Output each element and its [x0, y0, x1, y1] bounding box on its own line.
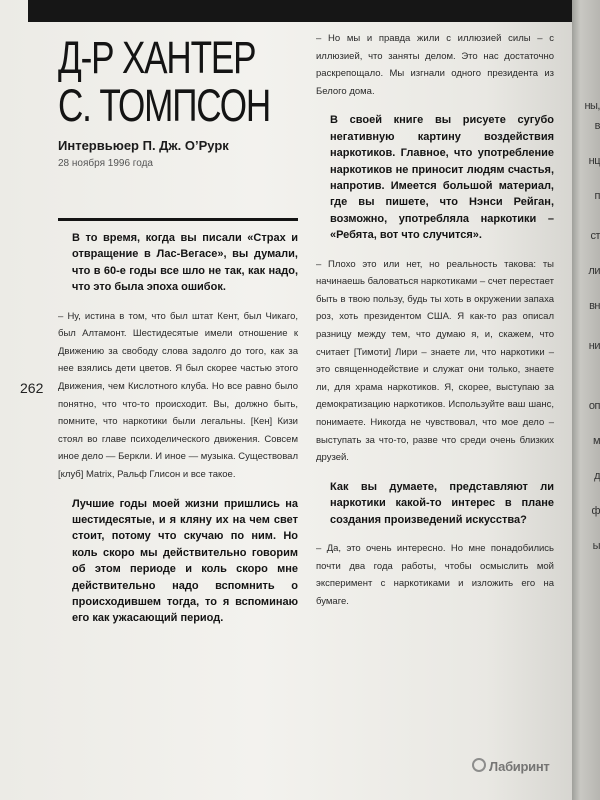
next-page-fragment: ны,: [584, 100, 600, 112]
question-paragraph: В то время, когда вы писали «Страх и отвращение в Лас-Вегасе», вы думали, что в 60-е годы все шло не так, как надо, что это была эпоха ошибок.: [72, 232, 298, 294]
title-rule: [58, 218, 298, 221]
watermark-text: Лабиринт: [489, 759, 550, 774]
next-page-fragment: нц: [588, 155, 600, 167]
answer-paragraph: – Но мы и правда жили с иллюзией силы – с иллюзией, что заняты делом. Это нас достаточно раскрепощало. Мы изгнали одного президента из Белого дома.: [316, 33, 554, 97]
right-column: [316, 30, 554, 622]
labyrinth-logo-icon: [472, 758, 486, 772]
page-number: 262: [20, 380, 44, 396]
next-page-fragment: ст: [590, 230, 600, 242]
next-page-fragment: оп: [588, 400, 600, 412]
question-paragraph: Лучшие годы моей жизни пришлись на шестидесятые, и я кляну их на чем свет стоит, потому что скучаю по ним. Но коль скоро мы действительно говорим об этом периоде и коль скоро мне действительно надо вспомнить о происходившем тогда, то я вспоминаю его как ужасающий период.: [72, 497, 298, 625]
question-paragraph: Как вы думаете, представляют ли наркотики какой-то интерес в плане создания произведений искусства?: [330, 480, 554, 526]
question-paragraph: В своей книге вы рисуете сугубо негативную картину воздействия наркотиков. Главное, что употребление наркотиков не приносит людям счастья, напротив. Имеется большой материал, где вы пишете, что Нэнси Рейган, возможно, употребляла наркотики – «Ребята, вот что случится».: [330, 114, 554, 242]
next-page-fragment: ли: [588, 265, 600, 277]
next-page-fragment: ы: [592, 540, 600, 552]
left-column: [58, 230, 298, 639]
adjacent-page-edge: [572, 0, 600, 800]
next-page-fragment: в: [594, 120, 600, 132]
answer-paragraph: – Плохо это или нет, но реальность такова: ты начинаешь баловаться наркотиками – счет перестает быть в твою пользу, будь ты хоть в окружении запаха роз, хоть президентом США. Я как-то раз описал разницу между тем, что думаю я, и, скажем, что считает [Тимоти] Лири – знаете ли, что наркотики – это священнодействие и служат они только, знаете ли, для храма наркотиков. Я, скорее, выступаю за демократизацию наркотиков. Используйте ваш шанс, понимаете. Никогда не чувствовал, что мое дело – выступать за что-то, разве что среди очень близких друзей.: [316, 258, 554, 464]
top-border-bar: [28, 0, 572, 22]
interview-date: 28 ноября 1996 года: [58, 158, 153, 169]
title-line-2: С. ТОМПСОН: [58, 80, 271, 131]
next-page-fragment: п: [594, 190, 600, 202]
answer-paragraph: – Да, это очень интересно. Но мне понадобились почти два года работы, чтобы осмыслить мой эксперимент с наркотиками и изложить его на бумаге.: [316, 542, 554, 607]
next-page-fragment: м: [592, 435, 600, 447]
watermark-logo: [472, 758, 549, 774]
interviewer-line: Интервьюер П. Дж. О’Рурк: [58, 138, 229, 153]
title-line-1: Д-Р ХАНТЕР: [58, 32, 256, 83]
next-page-fragment: ни: [588, 340, 600, 352]
next-page-fragment: вн: [589, 300, 600, 312]
next-page-fragment: д: [594, 470, 600, 482]
page-title: [58, 32, 271, 131]
next-page-fragment: ф: [591, 505, 600, 517]
answer-paragraph: – Ну, истина в том, что был штат Кент, был Чикаго, был Алтамонт. Шестидесятые имели отношение к Движению за свободу слова задолго до того, как за нее взялись дети цветов. Я был скорее частью этого Движения, чем Кислотного клуба. Но все равно было понятно, что что-то происходит. Вы, должно быть, помните, что наркотики были легальны. [Кен] Кизи стоял во главе психоделического движения. Совсем иное дело — Беркли. И иное — музыка. Существовал [клуб] Matrix, Ральф Глисон и все такое.: [58, 310, 298, 480]
